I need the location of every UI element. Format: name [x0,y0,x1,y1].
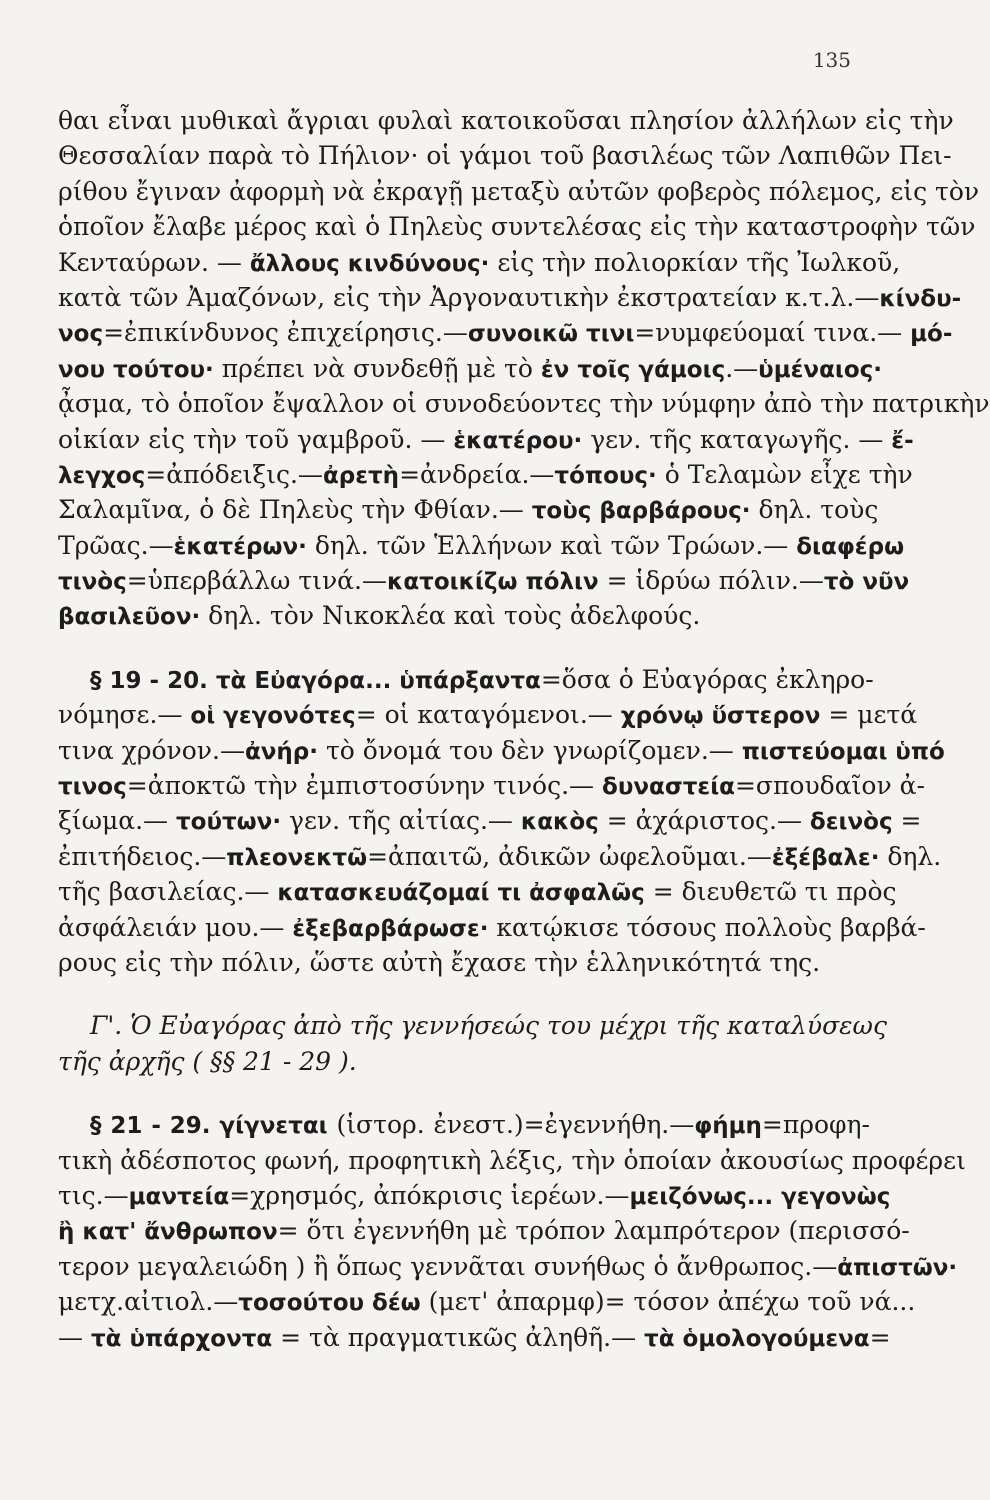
text-line [58,803,922,838]
text-segment: =σπουδαῖον ἀ- [734,771,925,801]
text-segment: κατὰ τῶν Ἀμαζόνων, εἰς τὴν Ἀργοναυτικὴν ἐκστρατείαν κ.τ.λ.— [58,282,880,312]
text-line [58,1320,891,1355]
bold-term: οἱ γεγονότες [190,703,356,730]
italic-heading: τῆς ἀρχῆς ( §§ 21 - 29 ). [58,1046,357,1076]
text-segment: .— [725,353,759,383]
text-segment: = διευθετῶ τι πρὸς [644,877,897,907]
text-segment: Κενταύρων. — [58,247,250,277]
text-segment: =προφη- [761,1110,870,1140]
bold-term: πιστεύομαι ὑπό [741,738,945,765]
text-segment: γεν. τῆς αἰτίας.— [281,806,521,836]
text-segment: τῆς βασιλείας.— [58,877,278,907]
bold-term: ἔ- [891,427,914,454]
text-segment: τικὴ ἀδέσποτος φωνή, προφητικὴ λέξις, τὴν ὁποίαν ἀκουσίως προφέρει [58,1145,966,1175]
bold-term: πλεονεκτῶ [226,844,368,871]
text-segment: =ὑπερβάλλω τινά.— [126,566,387,596]
text-segment: (ἱστορ. ἐνεστ.)=ἐγεννήθη.— [327,1110,695,1140]
bold-term: λεγχος [58,462,146,489]
text-line [58,733,945,768]
paragraph-gap [58,1079,870,1107]
text-segment: δηλ. τῶν Ἑλλήνων καὶ τῶν Τρώων.— [306,530,797,560]
text-segment: — [58,1322,91,1352]
bold-term: ἐξέβαλε· [771,844,880,871]
bold-term: μό- [910,321,953,348]
text-line [58,1178,891,1213]
text-line [58,1008,887,1043]
bold-term: ἄλλους κινδύνους· [249,250,490,277]
text-segment: δηλ. [879,841,942,871]
text-segment: ρους εἰς τὴν πόλιν, ὥστε αὐτὴ ἔχασε τὴν ἑλληνικότητά της. [58,947,821,977]
text-segment: =ἀπαιτῶ, ἀδικῶν ὠφελοῦμαι.— [367,841,772,871]
text-line [58,1044,870,1079]
bold-term: μειζόνως... γεγονὼς [629,1183,891,1210]
text-segment: δηλ. τὸν Νικοκλέα καὶ τοὺς ἀδελφούς. [200,601,701,631]
text-segment: ἀσφάλειάν μου.— [58,912,293,942]
bold-term: κατοικίζω πόλιν [387,569,599,596]
text-segment: ἐπιτήδειος.— [58,841,227,871]
text-line [58,945,870,980]
text-line [58,563,910,598]
text-line [58,315,953,350]
bold-term: ἢ κατ' ἄνθρωπον [58,1219,278,1246]
text-segment: = ὅτι ἐγεννήθη μὲ τρόπον λαμπρότερον (περισσό- [277,1216,910,1246]
bold-term: ἑκατέρου· [453,427,583,454]
paragraph-gap [58,634,870,662]
text-segment: =ἀπόδειξις.— [145,459,323,489]
bold-term: ἐξεβαρβάρωσε· [292,915,489,942]
text-segment: τὸ ὄνομά του δὲν γνωρίζομεν.— [318,735,742,765]
text-segment: εἰς τὴν πολιορκίαν τῆς Ἰωλκοῦ, [489,247,901,277]
commentary-text [58,103,990,1355]
bold-term: φήμη [694,1113,762,1140]
text-segment: Θεσσαλίαν παρὰ τὸ Πήλιον· οἱ γάμοι τοῦ βασιλέως τῶν Λαπιθῶν Πει- [58,141,952,171]
text-segment: =ἀποκτῶ τὴν ἐμπιστοσύνην τινός.— [126,771,603,801]
bold-term: τὸ νῦν [823,569,910,596]
bold-term: τοὺς βαρβάρους· [531,498,751,525]
text-segment: = [892,806,922,836]
text-line [58,528,905,563]
text-line [58,697,918,732]
text-line [58,598,870,633]
bold-term: κατασκευάζομαί τι ἀσφαλῶς [277,880,645,907]
bold-term: τόπους· [554,462,657,489]
text-segment: κατῴκισε τόσους πολλοὺς βαρβά- [488,912,926,942]
text-segment: γεν. τῆς καταγωγῆς. — [582,424,892,454]
text-segment: Σαλαμῖνα, ὁ δὲ Πηλεὺς τὴν Φθίαν.— [58,495,532,525]
text-line [58,1143,966,1178]
bold-term: κακὸς [520,809,599,836]
text-line [58,910,926,945]
text-segment: (μετ' ἀπαρμφ)= τόσον ἀπέχω τοῦ νά... [420,1287,916,1317]
bold-term: συνοικῶ τινι [467,321,635,348]
text-line [58,457,913,492]
text-line [58,138,952,173]
text-line [58,103,954,138]
bold-term: ἀπιστῶν· [837,1254,958,1281]
text-segment: μετχ.αἰτιολ.— [58,1287,239,1317]
text-segment: οἰκίαν εἰς τὴν τοῦ γαμβροῦ. — [58,424,454,454]
page-number: 135 [812,48,851,72]
text-segment: τερον μεγαλειώδη ) ἢ ὅπως γεννᾶται συνήθως ὁ ἄνθρωπος.— [58,1251,838,1281]
bold-term: χρόνῳ ὕστερον [620,703,821,730]
text-segment: ρίθου ἔγιναν ἀφορμὴ νὰ ἐκραγῇ μεταξὺ αὐτῶν φοβερὸς πόλεμος, εἰς τὸν [58,176,980,206]
bold-term: βασιλεῦον· [58,604,201,631]
bold-term: δεινὸς [809,809,893,836]
text-segment: = [869,1322,891,1352]
text-line [58,1249,958,1284]
bold-term: § 19 - 20. τὰ Εὐαγόρα... ὑπάρξαντα [90,667,541,694]
text-line [58,662,874,697]
bold-term: τούτων· [175,809,282,836]
text-line [58,874,897,909]
text-line [58,1213,910,1248]
text-segment: τις.— [58,1180,129,1210]
bold-term: τινος [58,774,127,801]
bold-term: κίνδυ- [879,285,962,312]
bold-term: ἑκατέρων· [173,533,307,560]
text-segment: = τὰ πραγματικῶς ἀληθῆ.— [272,1322,645,1352]
text-segment: =ἀνδρεία.— [399,459,555,489]
text-line [58,1284,916,1319]
bold-term: τὰ ὑπάρχοντα [90,1325,273,1352]
text-line [58,839,942,874]
bold-term: νου τούτου· [58,356,214,383]
text-segment: = οἱ καταγόμενοι.— [355,700,621,730]
text-segment: νόμησε.— [58,700,191,730]
bold-term: νος [58,321,104,348]
text-line [58,768,925,803]
text-segment: πρέπει νὰ συνδεθῇ μὲ τὸ [213,353,541,383]
text-segment: =ὅσα ὁ Εὐαγόρας ἐκληρο- [540,664,874,694]
text-segment: ᾆσμα, τὸ ὁποῖον ἔψαλλον οἱ συνοδεύοντες τὴν νύμφην ἀπὸ τὴν πατρικὴν [58,389,990,419]
text-segment: = μετά [820,700,918,730]
bold-term: ἐν τοῖς γάμοις [540,356,726,383]
bold-term: ὑμέναιος· [758,356,883,383]
text-segment: ὁ Τελαμὼν εἶχε τὴν [656,459,913,489]
bold-term: διαφέρω [796,533,905,560]
italic-heading: Γ'. Ὁ Εὐαγόρας ἀπὸ τῆς γεννήσεώς του μέχρι τῆς καταλύσεως [90,1011,887,1041]
bold-term: τοσούτου δέω [238,1290,421,1317]
text-line [58,209,976,244]
bold-term: τὰ ὁμολογούμενα [644,1325,870,1352]
text-line [58,351,883,386]
text-line [58,492,879,527]
text-segment: =νυμφεύομαί τινα.— [634,318,911,348]
text-segment: δηλ. τοὺς [750,495,879,525]
text-segment: =ἐπικίνδυνος ἐπιχείρησις.— [103,318,468,348]
bold-term: μαντεία [128,1183,230,1210]
bold-term: ἀρετὴ [322,462,400,489]
text-line [58,386,990,421]
text-segment: = ἀχάριστος.— [598,806,810,836]
text-line [58,1107,870,1142]
text-line [58,245,901,280]
bold-term: ἀνήρ· [244,738,318,765]
text-segment: ὁποῖον ἔλαβε μέρος καὶ ὁ Πηλεὺς συντελέσας εἰς τὴν καταστροφὴν τῶν [58,212,976,242]
paragraph-gap [58,980,870,1008]
text-segment: τινα χρόνον.— [58,735,245,765]
bold-term: τινὸς [58,569,127,596]
text-segment: θαι εἶναι μυθικαὶ ἄγριαι φυλαὶ κατοικοῦσαι πλησίον ἀλλήλων εἰς τὴν [58,106,954,135]
text-segment: =χρησμός, ἀπόκρισις ἱερέων.— [229,1180,630,1210]
text-line [58,174,980,209]
text-segment: ξίωμα.— [58,806,176,836]
bold-term: § 21 - 29. γίγνεται [90,1113,328,1140]
bold-term: δυναστεία [602,774,735,801]
text-segment: = ἱδρύω πόλιν.— [598,566,824,596]
text-line [58,280,962,315]
text-segment: Τρῶας.— [58,530,174,560]
text-line [58,422,914,457]
